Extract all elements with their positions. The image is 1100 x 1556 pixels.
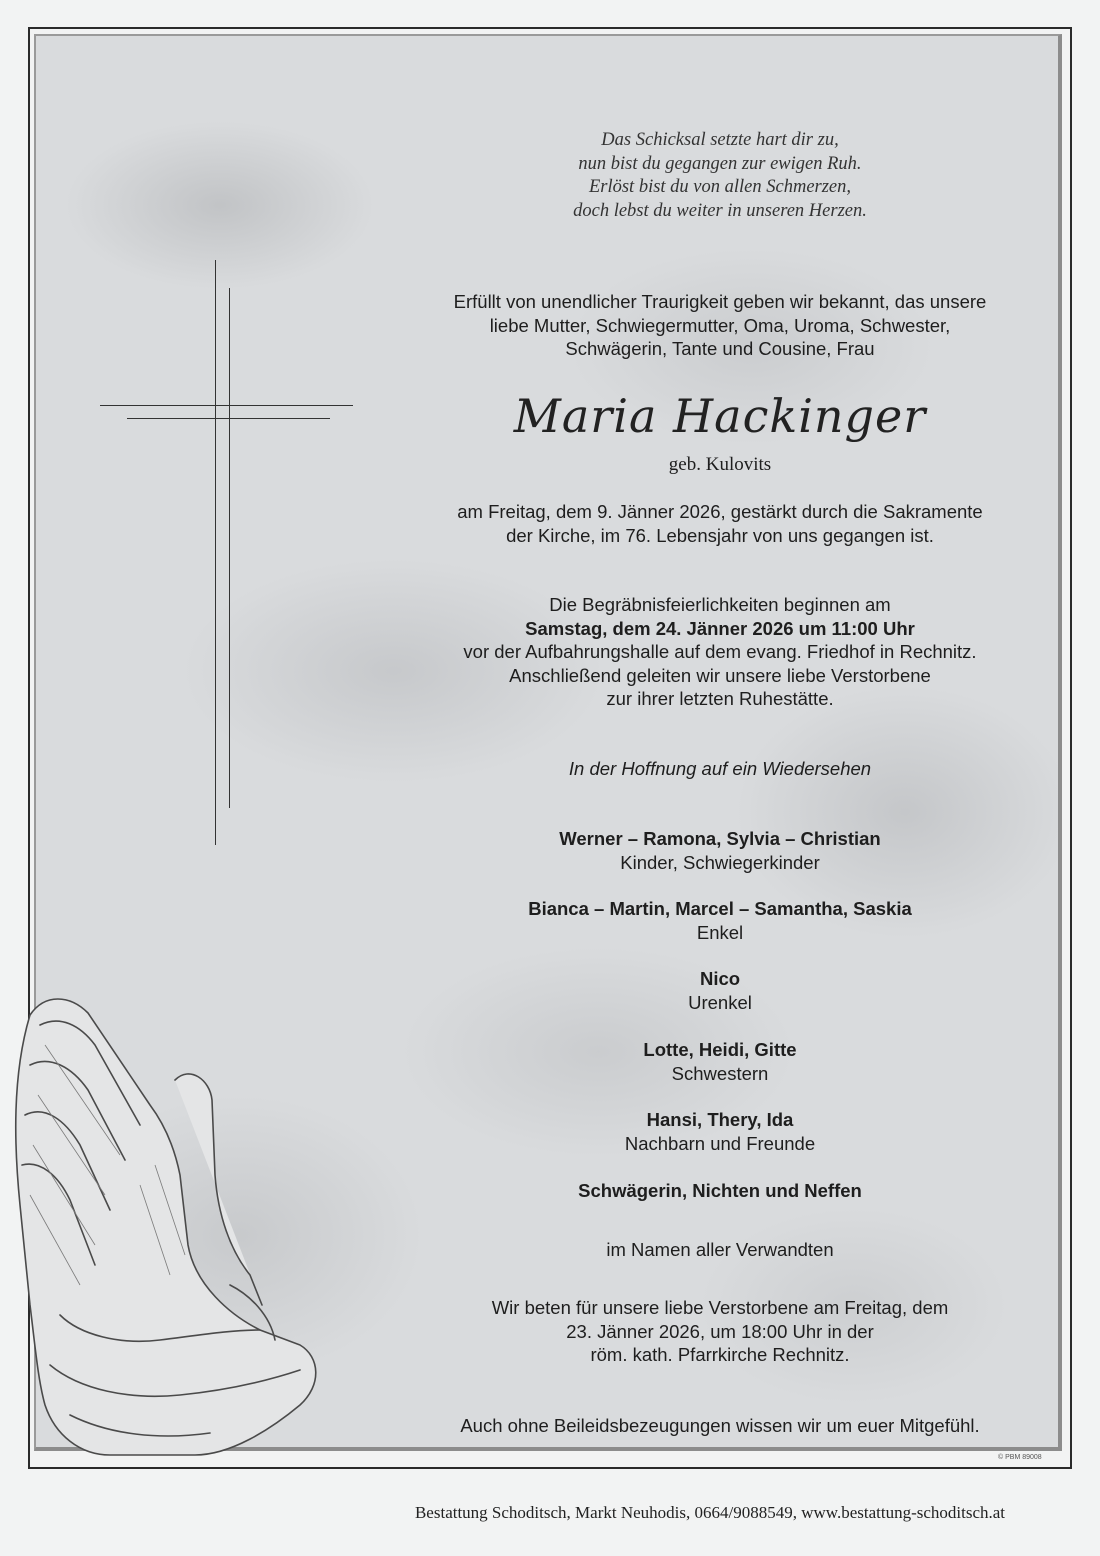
thanks-line: Auch ohne Beileidsbezeugungen wissen wir um euer Mitgefühl.	[460, 1415, 980, 1436]
prayer-line: Wir beten für unsere liebe Verstorbene am Freitag, dem	[491, 1297, 949, 1318]
poem	[420, 129, 1020, 223]
deceased-name: Maria Hackinger	[513, 389, 927, 443]
family-group	[420, 897, 1020, 944]
intro-line: liebe Mutter, Schwiegermutter, Oma, Uroma, Schwester,	[489, 314, 951, 336]
family-group	[420, 827, 1020, 874]
family-names: Lotte, Heidi, Gitte	[643, 1039, 797, 1060]
death-line: am Freitag, dem 9. Jänner 2026, gestärkt durch die Sakramente	[457, 501, 983, 522]
intro-text	[420, 290, 1020, 361]
funeral-line: vor der Aufbahrungshalle auf dem evang. Friedhof in Rechnitz.	[463, 641, 977, 662]
copyright-mark: © PBM 89008	[998, 1454, 1042, 1461]
prayer-line: 23. Jänner 2026, um 18:00 Uhr in der	[566, 1320, 874, 1342]
family-relation: Schwestern	[671, 1062, 769, 1084]
poem-line: nun bist du gegangen zur ewigen Ruh.	[578, 153, 862, 174]
family-relation: Nachbarn und Freunde	[624, 1132, 816, 1154]
family-names: Nico	[699, 968, 741, 989]
funeral-date: Samstag, dem 24. Jänner 2026 um 11:00 Uhr	[525, 617, 915, 639]
family-names: Werner – Ramona, Sylvia – Christian	[559, 828, 881, 849]
praying-hands-icon	[0, 985, 340, 1470]
cross-icon-inner-horizontal	[127, 418, 330, 419]
family-group	[420, 1179, 1020, 1203]
cross-icon-horizontal	[100, 405, 353, 406]
prayer-info	[420, 1296, 1020, 1367]
funeral-line: zur ihrer letzten Ruhestätte.	[606, 688, 834, 709]
hope-line: In der Hoffnung auf ein Wiedersehen	[568, 758, 872, 779]
family-names: Schwägerin, Nichten und Neffen	[578, 1180, 862, 1201]
funeral-line: Die Begräbnisfeierlichkeiten beginnen am	[549, 594, 891, 615]
funeral-line: Anschließend geleiten wir unsere liebe Verstorbene	[509, 664, 931, 686]
intro-line: Schwägerin, Tante und Cousine, Frau	[565, 338, 875, 359]
prayer-line: röm. kath. Pfarrkirche Rechnitz.	[590, 1344, 850, 1365]
on-behalf-line: im Namen aller Verwandten	[606, 1239, 834, 1260]
family-group	[420, 1038, 1020, 1085]
family-names: Hansi, Thery, Ida	[646, 1109, 794, 1130]
family-group	[420, 967, 1020, 1014]
poem-line: Das Schicksal setzte hart dir zu,	[601, 130, 839, 150]
cross-icon-inner-vertical	[229, 288, 230, 808]
birth-name: geb. Kulovits	[668, 454, 772, 475]
family-group	[420, 1108, 1020, 1155]
family-relation: Enkel	[696, 921, 744, 943]
poem-line: Erlöst bist du von allen Schmerzen,	[588, 177, 852, 197]
cross-icon	[215, 260, 216, 845]
family-names: Bianca – Martin, Marcel – Samantha, Saskia	[528, 898, 912, 919]
intro-line: Erfüllt von unendlicher Traurigkeit geben wir bekannt, das unsere	[453, 291, 987, 312]
family-relation: Urenkel	[688, 991, 752, 1013]
family-relation: Kinder, Schwiegerkinder	[620, 851, 820, 873]
footer-contact: Bestattung Schoditsch, Markt Neuhodis, 0664/9088549, www.bestattung-schoditsch.at	[414, 1503, 1006, 1522]
death-line: der Kirche, im 76. Lebensjahr von uns gegangen ist.	[506, 524, 934, 546]
funeral-info	[420, 593, 1020, 711]
death-notice	[420, 500, 1020, 547]
poem-line: doch lebst du weiter in unseren Herzen.	[573, 200, 867, 221]
